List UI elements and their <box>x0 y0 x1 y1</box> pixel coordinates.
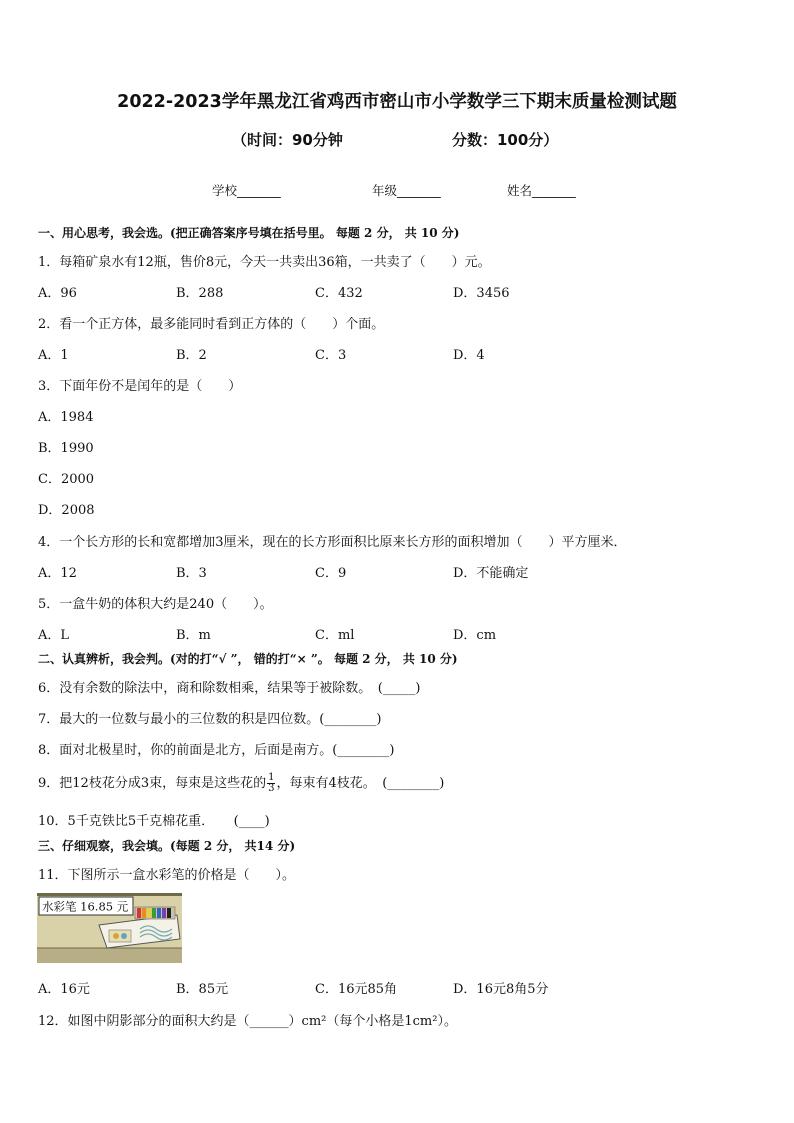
option-c: C．2000 <box>38 472 95 487</box>
question-text: 10．5千克铁比5千克棉花重． (____) <box>38 814 270 829</box>
question-text-part: ，每束有4枝花。 (________) <box>276 776 445 791</box>
question-text: 6．没有余数的除法中，商和除数相乘，结果等于被除数。 (_____) <box>38 681 421 696</box>
exam-score: 分数：100分） <box>452 131 559 149</box>
option-a: A．16元 <box>38 982 90 997</box>
fraction-numerator: 1 <box>268 772 275 783</box>
option-c: C．ml <box>315 628 355 643</box>
fraction-denominator: 3 <box>268 783 275 794</box>
option-b: B．3 <box>176 566 207 581</box>
question-text: 2．看一个正方体，最多能同时看到正方体的（ ）个面。 <box>38 317 385 332</box>
fraction <box>267 773 275 794</box>
question-text: 5．一盒牛奶的体积大约是240（ ）。 <box>38 597 273 612</box>
option-a: A．1 <box>38 348 69 363</box>
exam-time: （时间：90分钟 <box>232 131 343 149</box>
option-c: C．9 <box>315 566 347 581</box>
question-text: 7．最大的一位数与最小的三位数的积是四位数。(________) <box>38 712 382 727</box>
section-heading: 三、仔细观察，我会填。(每题 2 分， 共14 分) <box>38 839 296 853</box>
option-d: D．cm <box>453 628 497 643</box>
option-d: D．2008 <box>38 503 95 518</box>
watercolor-pen-box-image <box>37 893 182 963</box>
name-field: 姓名_______ <box>507 183 576 198</box>
section-heading: 二、认真辨析，我会判。(对的打“√ ”， 错的打“× ”。 每题 2 分， 共 10 分) <box>38 652 458 666</box>
price-tag-text: 水彩笔 16.85 元 <box>42 899 129 914</box>
option-b: B．2 <box>176 348 207 363</box>
question-text: 8．面对北极星时，你的前面是北方，后面是南方。(________) <box>38 743 395 758</box>
option-d: D．3456 <box>453 286 510 301</box>
school-field: 学校_______ <box>212 183 281 198</box>
option-a: A．1984 <box>38 410 94 425</box>
question-text: 3．下面年份不是闰年的是（ ） <box>38 379 242 394</box>
option-a: A．12 <box>38 566 77 581</box>
option-b: B．m <box>176 628 211 643</box>
question-text: 11．下图所示一盒水彩笔的价格是（ ）。 <box>38 868 296 883</box>
option-b: B．288 <box>176 286 224 301</box>
question-text: 12．如图中阴影部分的面积大约是（______）cm²（每个小格是1cm²）。 <box>38 1014 457 1029</box>
option-a: A．96 <box>38 286 77 301</box>
option-c: C．16元85角 <box>315 982 398 997</box>
option-b: B．1990 <box>38 441 94 456</box>
option-c: C．432 <box>315 286 363 301</box>
option-d: D．4 <box>453 348 485 363</box>
option-c: C．3 <box>315 348 347 363</box>
page-title: 2022-2023学年黑龙江省鸡西市密山市小学数学三下期末质量检测试题 <box>117 92 677 112</box>
grade-field: 年级_______ <box>372 183 441 198</box>
question-text: 1．每箱矿泉水有12瓶，售价8元，今天一共卖出36箱，一共卖了（ ）元。 <box>38 255 491 270</box>
question-text-part: 9．把12枝花分成3束，每束是这些花的 <box>38 776 267 791</box>
option-b: B．85元 <box>176 982 229 997</box>
section-heading: 一、用心思考，我会选。(把正确答案序号填在括号里。 每题 2 分， 共 10 分) <box>38 226 460 240</box>
option-a: A．L <box>38 628 70 643</box>
question-text <box>38 772 444 794</box>
question-text: 4．一个长方形的长和宽都增加3厘米，现在的长方形面积比原来长方形的面积增加（ ）平方厘米． <box>38 535 627 550</box>
option-d: D．不能确定 <box>453 566 529 581</box>
option-d: D．16元8角5分 <box>453 982 549 997</box>
